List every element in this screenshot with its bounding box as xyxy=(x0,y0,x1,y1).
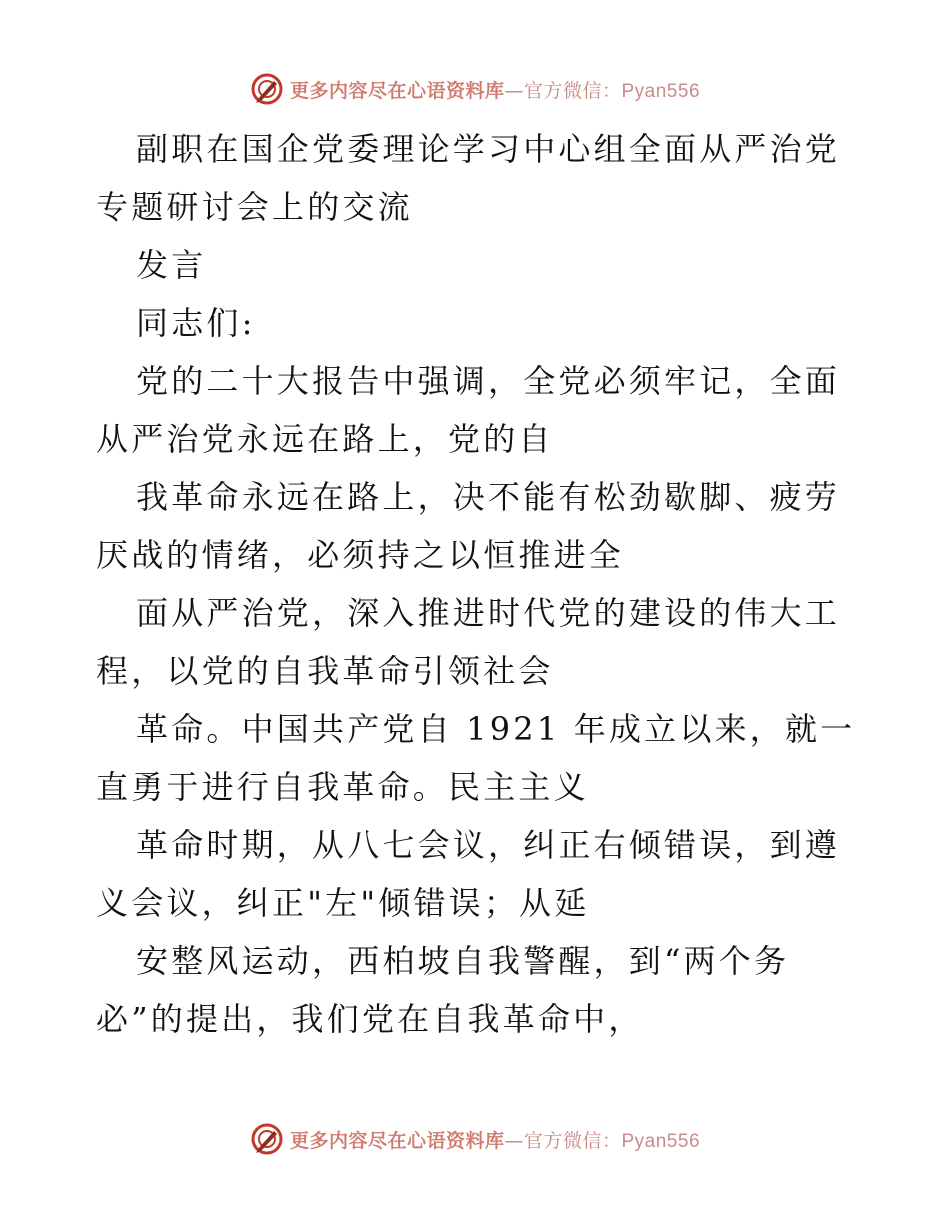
watermark-separator: — xyxy=(504,1129,524,1152)
paragraph: 面从严治党，深入推进时代党的建设的伟大工程，以党的自我革命引领社会 xyxy=(96,594,841,690)
watermark-wechat-label: 官方微信： xyxy=(523,79,622,102)
watermark-header xyxy=(0,72,950,106)
document-body xyxy=(96,120,856,1048)
watermark-site: 更多内容尽在心语资料库 xyxy=(289,79,505,102)
pen-logo-icon xyxy=(250,72,284,106)
watermark-wechat-label: 官方微信： xyxy=(523,1129,622,1152)
paragraph: 党的二十大报告中强调，全党必须牢记，全面从严治党永远在路上，党的自 xyxy=(96,362,841,458)
document-title-continued: 发言 xyxy=(136,246,207,284)
watermark-text xyxy=(290,1126,700,1153)
paragraph: 我革命永远在路上，决不能有松劲歇脚、疲劳厌战的情绪，必须持之以恒推进全 xyxy=(96,478,841,574)
pen-logo-icon xyxy=(250,1122,284,1156)
paragraph: 安整风运动，西柏坡自我警醒，到“两个务必”的提出，我们党在自我革命中， xyxy=(96,942,790,1038)
watermark-text xyxy=(290,76,700,103)
salutation: 同志们: xyxy=(136,304,256,342)
watermark-footer xyxy=(0,1122,950,1156)
paragraph: 革命。中国共产党自 1921 年成立以来，就一直勇于进行自我革命。民主主义 xyxy=(96,710,856,806)
watermark-separator: — xyxy=(504,79,524,102)
watermark-site: 更多内容尽在心语资料库 xyxy=(289,1129,505,1152)
document-title: 副职在国企党委理论学习中心组全面从严治党专题研讨会上的交流 xyxy=(96,130,841,226)
watermark-wechat-id: Pyan556 xyxy=(621,80,701,102)
paragraph: 革命时期，从八七会议，纠正右倾错误，到遵义会议，纠正"左"倾错误；从延 xyxy=(96,826,841,922)
watermark-wechat-id: Pyan556 xyxy=(621,1130,701,1152)
